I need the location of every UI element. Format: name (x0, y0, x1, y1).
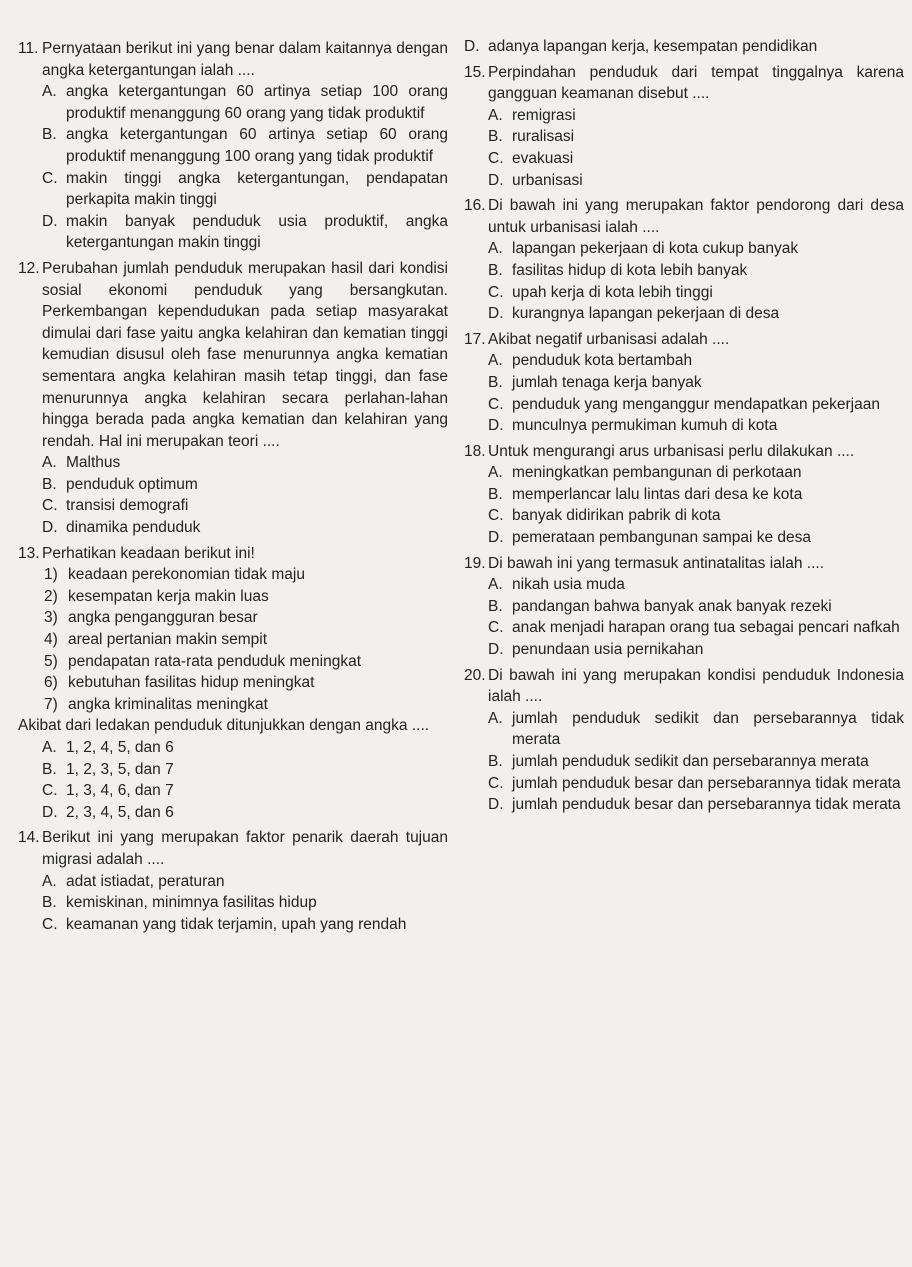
option-c: C. upah kerja di kota lebih tinggi (488, 283, 713, 301)
option-c: C. jumlah penduduk besar dan persebarannya tidak merata (488, 774, 901, 792)
question-text: Untuk mengurangi arus urbanisasi perlu dilakukan .... (488, 442, 855, 460)
question-20 (464, 665, 904, 816)
question-number: 20. (464, 666, 486, 684)
question-11 (18, 38, 448, 254)
option-c: C. evakuasi (488, 149, 574, 167)
question-number: 14. (18, 829, 40, 847)
statement: 7) angka kriminalitas meningkat (44, 695, 268, 713)
question-number: 19. (464, 554, 486, 572)
question-18 (464, 441, 904, 549)
option-a: A. Malthus (42, 454, 121, 472)
option-d: D. pemerataan pembangunan sampai ke desa (488, 529, 812, 547)
statement: 1) keadaan perekonomian tidak maju (44, 566, 305, 584)
question-text: Pernyataan berikut ini yang benar dalam kaitannya dengan angka ketergantungan ialah .... (42, 40, 448, 79)
question-number: 12. (18, 259, 40, 277)
question-text: Akibat negatif urbanisasi adalah .... (488, 330, 730, 348)
option-b: B. ruralisasi (488, 128, 575, 146)
option-c: C. 1, 3, 4, 6, dan 7 (42, 782, 174, 800)
option-a: A. adat istiadat, peraturan (42, 872, 225, 890)
option-b: B. fasilitas hidup di kota lebih banyak (488, 261, 748, 279)
option-a: A. angka ketergantungan 60 artinya setiap 100 orang produktif menanggung 60 orang yang tidak produktif (42, 83, 448, 122)
option-a: A. penduduk kota bertambah (488, 352, 693, 370)
option-a: A. meningkatkan pembangunan di perkotaan (488, 464, 802, 482)
question-19 (464, 553, 904, 661)
option-c: C. keamanan yang tidak terjamin, upah yang rendah (42, 915, 407, 933)
question-13 (18, 543, 448, 824)
option-c: C. banyak didirikan pabrik di kota (488, 507, 721, 525)
question-text: Perubahan jumlah penduduk merupakan hasil dari kondisi sosial ekonomi penduduk yang bersangkutan. Perkembangan kependudukan pada setiap masyarakat dimulai dari fase yaitu angka kelahiran dan kematian tinggi kemudian disusul oleh fase menurunnya angka kematian sementara angka kelahiran masih tetap tinggi, dan fase menurunnya angka kelahiran secara perlahan-lahan hingga berada pada angka kematian dan kelahiran yang rendah. Hal ini merupakan teori .... (42, 259, 448, 450)
option-d: D. makin banyak penduduk usia produktif, angka ketergantungan makin tinggi (42, 212, 448, 252)
option-c: C. makin tinggi angka ketergantungan, pendapatan perkapita makin tinggi (42, 169, 448, 209)
option-b: B. jumlah tenaga kerja banyak (488, 373, 702, 391)
option-a: A. nikah usia muda (488, 576, 625, 594)
option-b: B. angka ketergantungan 60 artinya setiap 60 orang produktif menanggung 100 orang yang tidak produktif (42, 126, 448, 165)
option-d: D. jumlah penduduk besar dan persebarannya tidak merata (488, 796, 901, 814)
question-text: Di bawah ini yang merupakan kondisi penduduk Indonesia ialah .... (488, 666, 904, 706)
question-text: Perhatikan keadaan berikut ini! (42, 544, 255, 562)
option-b: B. jumlah penduduk sedikit dan persebarannya merata (488, 753, 869, 770)
option-c: C. transisi demografi (42, 497, 189, 515)
option-d: D. dinamika penduduk (42, 519, 201, 537)
option-b: B. memperlancar lalu lintas dari desa ke kota (488, 485, 803, 503)
option-a: A. jumlah penduduk sedikit dan persebarannya tidak merata (488, 709, 904, 749)
statement: 3) angka pengangguran besar (44, 609, 258, 627)
question-number: 11. (18, 40, 39, 57)
question-16 (464, 195, 904, 325)
option-b: B. pandangan bahwa banyak anak banyak rezeki (488, 597, 832, 615)
question-followup: Akibat dari ledakan penduduk ditunjukkan dengan angka .... (18, 717, 430, 735)
question-14-option-d: D. adanya lapangan kerja, kesempatan pendidikan (464, 38, 818, 55)
statement: 5) pendapatan rata-rata penduduk meningkat (44, 652, 361, 670)
question-15 (464, 62, 904, 192)
option-c: C. penduduk yang menganggur mendapatkan pekerjaan (488, 395, 880, 413)
question-number: 18. (464, 442, 486, 460)
left-column (18, 38, 448, 935)
option-d: D. urbanisasi (488, 171, 583, 189)
question-text: Di bawah ini yang termasuk antinatalitas ialah .... (488, 554, 825, 572)
question-12 (18, 258, 448, 539)
option-d: D. penundaan usia pernikahan (488, 641, 704, 659)
question-number: 16. (464, 197, 486, 215)
option-a: A. remigrasi (488, 106, 576, 124)
option-d: D. munculnya permukiman kumuh di kota (488, 417, 778, 435)
statement: 4) areal pertanian makin sempit (44, 631, 268, 649)
question-14 (18, 827, 448, 935)
option-b: B. penduduk optimum (42, 475, 198, 493)
question-text: Perpindahan penduduk dari tempat tinggalnya karena gangguan keamanan disebut .... (488, 63, 904, 103)
option-b: B. kemiskinan, minimnya fasilitas hidup (42, 894, 317, 912)
question-number: 13. (18, 544, 40, 562)
option-d: D. 2, 3, 4, 5, dan 6 (42, 803, 174, 821)
question-number: 15. (464, 63, 486, 81)
question-text: Di bawah ini yang merupakan faktor pendorong dari desa untuk urbanisasi ialah .... (488, 197, 904, 236)
right-column (464, 36, 904, 816)
statement: 6) kebutuhan fasilitas hidup meningkat (44, 674, 315, 692)
option-d: D. kurangnya lapangan pekerjaan di desa (488, 305, 780, 323)
option-c: C. anak menjadi harapan orang tua sebagai pencari nafkah (488, 619, 900, 637)
question-text: Berikut ini yang merupakan faktor penarik daerah tujuan migrasi adalah .... (42, 829, 448, 868)
question-17 (464, 329, 904, 437)
option-a: A. 1, 2, 4, 5, dan 6 (42, 739, 174, 756)
option-b: B. 1, 2, 3, 5, dan 7 (42, 760, 174, 778)
option-a: A. lapangan pekerjaan di kota cukup banyak (488, 240, 799, 258)
question-number: 17. (464, 330, 486, 348)
statement: 2) kesempatan kerja makin luas (44, 587, 269, 605)
